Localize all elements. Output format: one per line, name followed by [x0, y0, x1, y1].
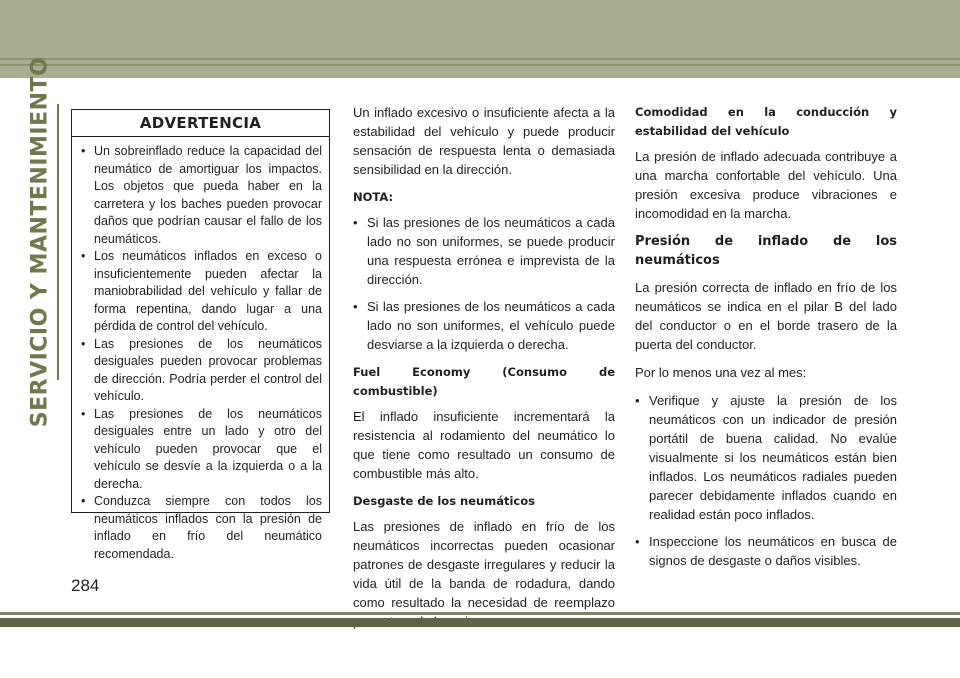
note-list: [353, 213, 615, 354]
column-right: [635, 103, 897, 579]
column-middle: [353, 103, 615, 640]
footer-band: [0, 612, 960, 630]
monthly-item: • Inspeccione los neumáticos en busca de signos de desgaste o daños visibles.: [635, 532, 897, 570]
wear-paragraph: Las presiones de inflado en frío de los neumáticos incorrectas pueden ocasionar patrones de desgaste irregulares y reducir la vida útil de la banda de rodadura, dando como resultado la necesidad de reemplazo: [353, 519, 615, 610]
comfort-heading: Comodidad en la conducción y estabilidad del vehículo: [635, 105, 897, 138]
note-label: NOTA:: [353, 190, 394, 204]
warning-item: • Las presiones de los neumáticos desiguales entre un lado y otro del vehículo pueden provocar que el vehículo se desvíe a la izquierda o a la derecha.: [79, 406, 322, 494]
monthly-list: [635, 391, 897, 570]
warning-item: • Un sobreinflado reduce la capacidad del neumático de amortiguar los impactos. Los objetos que pueda haber en la carretera y los baches pueden provocar daños que podrían causar el fallo de los neumáticos.: [79, 143, 322, 248]
pressure-paragraph: La presión correcta de inflado en frío de los neumáticos se indica en el pilar B del lado del conductor o en el borde trasero de la puerta del conductor.: [635, 280, 897, 352]
section-title: [24, 56, 56, 428]
fuel-paragraph: El inflado insuficiente incrementará la resistencia al rodamiento del neumático lo que tiene como resultado un consumo de combustible más alto.: [353, 409, 615, 481]
warning-item: • Los neumáticos inflados en exceso o insuficientemente pueden afectar la maniobrabilidad del vehículo y fallar de forma repentina, dando lugar a una pérdida de control del vehículo.: [79, 248, 322, 336]
warning-box: [71, 109, 330, 561]
header-stripe: [0, 58, 960, 60]
section-title-rule: [57, 104, 59, 380]
monthly-paragraph: Por lo menos una vez al mes:: [635, 365, 807, 380]
page-number: 284: [71, 576, 100, 595]
warning-title: ADVERTENCIA: [72, 110, 329, 137]
footer-stripe: [0, 618, 960, 627]
header-band: [0, 0, 960, 78]
note-item: • Si las presiones de los neumáticos a cada lado no son uniformes, se puede producir una respuesta errónea e imprevista de la dirección.: [353, 213, 615, 289]
footer-stripe: [0, 612, 960, 615]
intro-paragraph: Un inflado excesivo o insuficiente afecta a la estabilidad del vehículo y puede producir sensación de respuesta lenta o demasiada sensibilidad en la dirección.: [353, 105, 615, 177]
pressure-heading: Presión de inflado de los neumáticos: [635, 234, 897, 268]
fuel-heading: Fuel Economy (Consumo de combustible): [353, 365, 615, 398]
note-item: • Si las presiones de los neumáticos a cada lado no son uniformes, el vehículo puede desviarse a la izquierda o derecha.: [353, 297, 615, 354]
warning-item: • Las presiones de los neumáticos desiguales pueden provocar problemas de dirección. Podría perder el control del vehículo.: [79, 336, 322, 406]
warning-item: • Conduzca siempre con todos los neumáticos inflados con la presión de inflado en frío del neumático recomendada.: [79, 493, 322, 563]
wear-heading: Desgaste de los neumáticos: [353, 494, 535, 508]
warning-list: [72, 143, 329, 563]
header-stripe: [0, 64, 960, 66]
monthly-item: • Verifique y ajuste la presión de los neumáticos con un indicador de presión portátil de buena calidad. No evalúe visualmente si los neumáticos están bien inflados. Los neumáticos radiales pueden parecer debidamente inflados cuando en realidad están poco inflados.: [635, 391, 897, 524]
comfort-paragraph: La presión de inflado adecuada contribuye a una marcha confortable del vehículo. Una presión excesiva produce vibraciones e incomodidad en la marcha.: [635, 149, 897, 221]
section-title-text: SERVICIO Y MANTENIMIENTO: [27, 56, 53, 428]
